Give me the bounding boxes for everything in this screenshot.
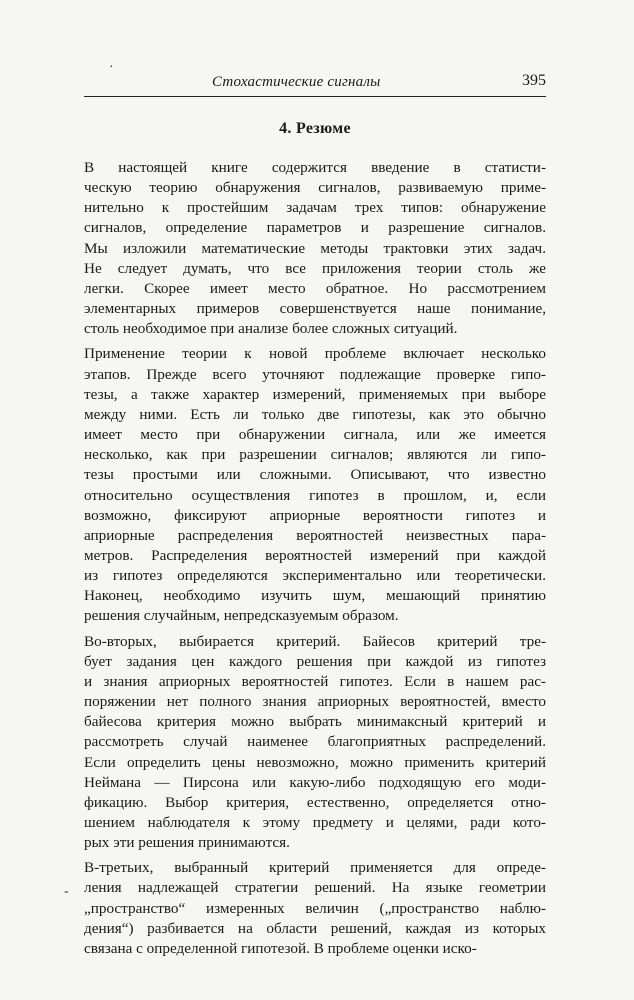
- text-line: Применение теории к новой проблеме включает несколько: [84, 345, 546, 363]
- paragraph-3: [84, 632, 546, 854]
- text-line: легки. Скорее имеет место обратное. Но рассмотрением: [84, 279, 546, 297]
- text-line: ческую теорию обнаружения сигналов, развиваемую приме-: [84, 179, 546, 197]
- text-line: бует задания цен каждого решения при каждой из гипотез: [84, 652, 546, 670]
- text-line: и знания априорных вероятностей гипотез. Если в нашем рас-: [84, 672, 546, 690]
- paragraph-2: [84, 344, 546, 626]
- text-line: из гипотез определяются экспериментально или теоретически.: [84, 567, 546, 585]
- paragraph-4: [84, 858, 546, 959]
- text-line: рассмотреть случай наименее благоприятных распределений.: [84, 733, 546, 751]
- running-title: Стохастические сигналы: [212, 74, 381, 90]
- text-line: фикацию. Выбор критерия, естественно, определяется отно-: [84, 793, 546, 811]
- section-title: 4. Резюме: [279, 120, 351, 137]
- text-line: между ними. Есть ли только две гипотезы, как это обычно: [84, 405, 546, 423]
- text-line: байесова критерия можно выбрать минимаксный критерий и: [84, 713, 546, 731]
- text-line: Во-вторых, выбирается критерий. Байесов критерий тре-: [84, 632, 546, 650]
- paragraph-1: [84, 158, 546, 339]
- text-line: В-третьих, выбранный критерий применяется для опреде-: [84, 859, 546, 877]
- book-page: [84, 70, 546, 959]
- text-line: Мы изложили математические методы трактовки этих задач.: [84, 239, 546, 257]
- text-line: ления надлежащей стратегии решений. На языке геометрии: [84, 879, 546, 897]
- stray-mark-bottom: -: [64, 884, 69, 899]
- text-line: метров. Распределения вероятностей измерений при каждой: [84, 546, 546, 564]
- text-line: относительно осуществления гипотез в прошлом, и, если: [84, 486, 546, 504]
- text-line: этапов. Прежде всего уточняют подлежащие проверке гипо-: [84, 365, 546, 383]
- text-line: „пространство“ измеренных величин („пространство наблю-: [84, 899, 546, 917]
- stray-mark-top: ·: [109, 60, 114, 75]
- text-line: Наконец, необходимо изучить шум, мешающий принятию: [84, 587, 546, 605]
- body-text: [84, 158, 546, 959]
- text-line: рых эти решения принимаются.: [84, 834, 290, 852]
- text-line: поряжении нет полного знания априорных вероятностей, вместо: [84, 693, 546, 711]
- text-line: нительно к простейшим задачам трех типов: обнаружение: [84, 199, 546, 217]
- text-line: априорные распределения вероятностей неизвестных пара-: [84, 526, 546, 544]
- page-number: 395: [522, 72, 546, 89]
- text-line: несколько, как при разрешении сигналов; являются ли гипо-: [84, 446, 546, 464]
- text-line: дения“) разбивается на области решений, каждая из которых: [84, 919, 546, 937]
- text-line: возможно, фиксируют априорные вероятности гипотез и: [84, 506, 546, 524]
- text-line: Неймана — Пирсона или какую-либо подходящую его моди-: [84, 773, 546, 791]
- text-line: Не следует думать, что все приложения теории столь же: [84, 259, 546, 277]
- text-line: тезы простыми или сложными. Описывают, что известно: [84, 466, 546, 484]
- text-line: связана с определенной гипотезой. В проблеме оценки иско-: [84, 939, 477, 957]
- text-line: тезы, а также характер измерений, применяемых при выборе: [84, 385, 546, 403]
- text-line: столь необходимое при анализе более сложных ситуаций.: [84, 320, 458, 338]
- text-line: сигналов, определение параметров и разрешение сигналов.: [84, 219, 546, 237]
- text-line: решения случайным, непредсказуемым образом.: [84, 607, 399, 625]
- text-line: Если определить цены невозможно, можно применить критерий: [84, 753, 546, 771]
- text-line: элементарных примеров совершенствуется наше понимание,: [84, 300, 546, 318]
- text-line: имеет место при обнаружении сигнала, или же имеется: [84, 426, 546, 444]
- page-header: [84, 70, 546, 97]
- text-line: шением наблюдателя к этому предмету и целями, ради кото-: [84, 814, 546, 831]
- text-line: В настоящей книге содержится введение в статисти-: [84, 159, 546, 176]
